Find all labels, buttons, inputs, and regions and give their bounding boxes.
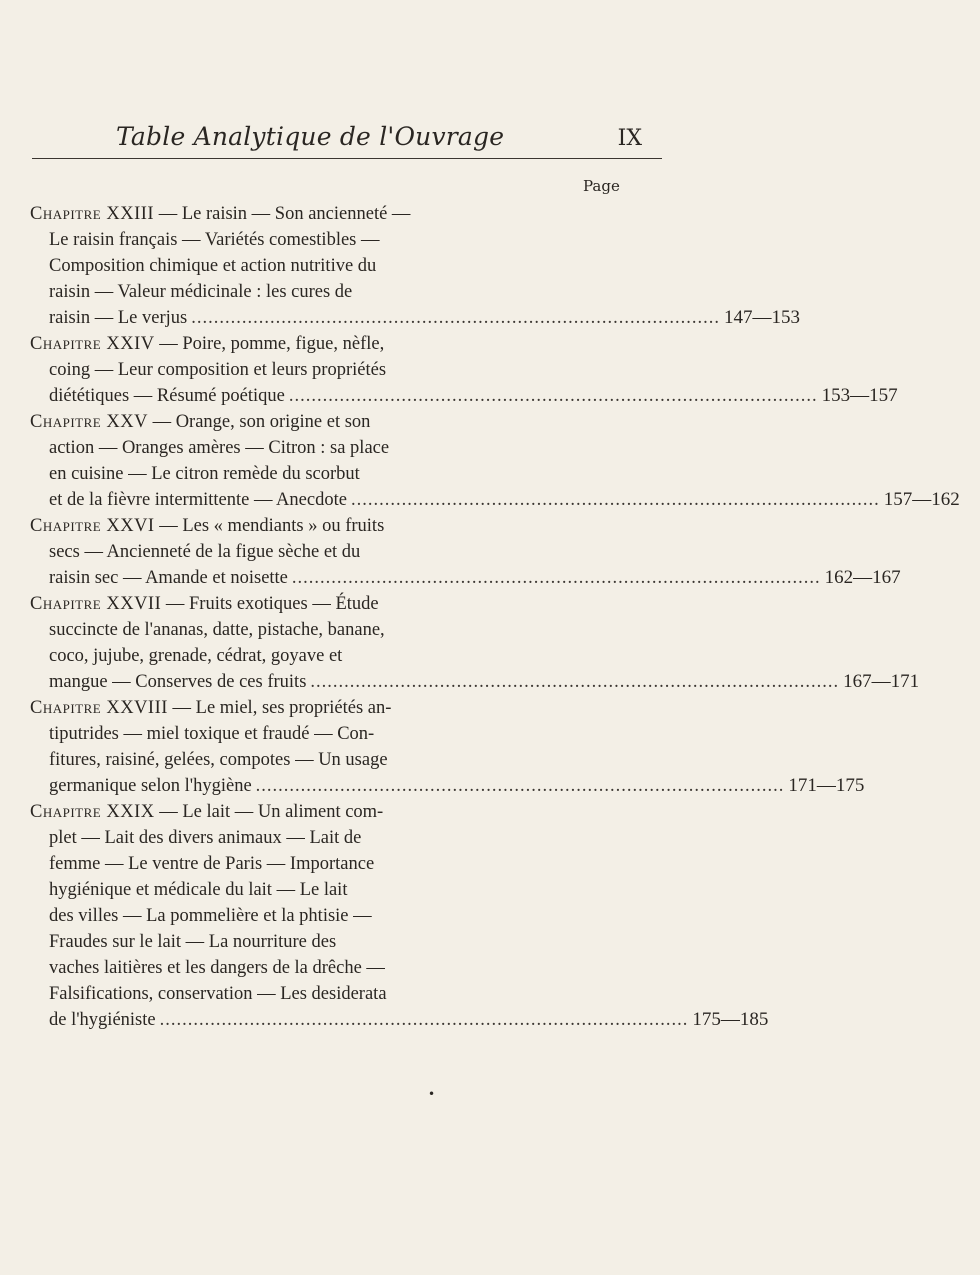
chapter-label: Chapitre XXVIII (30, 698, 168, 718)
page-range: 147—153 (723, 307, 800, 328)
dot-leader: .............................................................................................. (191, 308, 720, 328)
toc-entry (30, 591, 920, 695)
page-range: 157—162 (883, 489, 960, 510)
entry-line (30, 929, 670, 955)
entry-line (30, 825, 670, 851)
page-column-label: Page (583, 177, 620, 195)
entry-text: Fraudes sur le lait — La nourriture des (49, 932, 337, 952)
entry-text: — Le raisin — Son ancienneté — (154, 204, 411, 224)
page-range: 167—171 (843, 671, 920, 692)
dot-leader: .............................................................................................. (291, 568, 821, 588)
entry-line (30, 435, 670, 461)
entry-line (30, 1007, 769, 1033)
entry-text: — Les « mendiants » ou fruits (154, 516, 385, 536)
entry-text: germanique selon l'hygiène (49, 776, 252, 796)
entry-first-line (30, 591, 670, 617)
entry-line (30, 773, 865, 799)
entry-line (30, 851, 670, 877)
toc-entry (30, 799, 769, 1033)
entry-line (30, 357, 670, 383)
entry-text: — Orange, son origine et son (147, 412, 371, 432)
entry-line (30, 721, 670, 747)
entry-line (30, 565, 901, 591)
page-range: 175—185 (692, 1009, 769, 1030)
entry-text: plet — Lait des divers animaux — Lait de (49, 828, 362, 848)
entry-text: raisin — Le verjus (49, 308, 188, 328)
chapter-label: Chapitre XXVII (30, 594, 162, 614)
entry-text: action — Oranges amères — Citron : sa place (49, 438, 390, 458)
entry-text: Composition chimique et action nutritive du (49, 256, 377, 276)
toc-entry (30, 201, 800, 331)
entry-text: hygiénique et médicale du lait — Le lait (49, 880, 348, 900)
page-number: IX (617, 126, 642, 151)
entry-first-line (30, 695, 670, 721)
entry-line (30, 877, 670, 903)
entry-text: de l'hygiéniste (49, 1010, 156, 1030)
entry-text: — Fruits exotiques — Étude (161, 594, 379, 614)
entry-text: en cuisine — Le citron remède du scorbut (49, 464, 360, 484)
entry-first-line (30, 201, 670, 227)
entry-text: — Poire, pomme, figue, nèfle, (154, 334, 385, 354)
entry-text: raisin sec — Amande et noisette (49, 568, 288, 588)
dot-leader: .............................................................................................. (288, 386, 818, 406)
page-range: 162—167 (824, 567, 901, 588)
entry-line (30, 461, 670, 487)
toc-entry (30, 695, 865, 799)
entry-line (30, 227, 670, 253)
toc-entry (30, 513, 901, 591)
entry-line (30, 383, 898, 409)
dot-leader: .............................................................................................. (159, 1010, 689, 1030)
entry-first-line (30, 409, 670, 435)
chapter-label: Chapitre XXIV (30, 334, 155, 354)
entry-text: mangue — Conserves de ces fruits (49, 672, 307, 692)
bottom-mark: • (428, 1087, 436, 1101)
page-range: 153—157 (821, 385, 898, 406)
entry-text: vaches laitières et les dangers de la drêche — (49, 958, 385, 978)
entry-text: tiputrides — miel toxique et fraudé — Con- (49, 724, 375, 744)
entry-line (30, 643, 670, 669)
chapter-label: Chapitre XXIX (30, 802, 155, 822)
chapter-label: Chapitre XXIII (30, 204, 155, 224)
entry-text: et de la fièvre intermittente — Anecdote (49, 490, 347, 510)
entry-line (30, 617, 670, 643)
chapter-label: Chapitre XXV (30, 412, 148, 432)
entry-line (30, 669, 920, 695)
entry-text: femme — Le ventre de Paris — Importance (49, 854, 375, 874)
toc-entry (30, 409, 960, 513)
entry-text: secs — Ancienneté de la figue sèche et du (49, 542, 361, 562)
entry-line (30, 279, 670, 305)
entry-text: succincte de l'ananas, datte, pistache, banane, (49, 620, 385, 640)
header-rule (32, 158, 662, 159)
entry-text: coco, jujube, grenade, cédrat, goyave et (49, 646, 343, 666)
table-of-contents (30, 201, 960, 1033)
entry-first-line (30, 799, 670, 825)
entry-line (30, 539, 670, 565)
entry-line (30, 981, 670, 1007)
running-title: Table Analytique de l'Ouvrage (116, 122, 505, 151)
entry-line (30, 305, 800, 331)
entry-text: coing — Leur composition et leurs propriétés (49, 360, 387, 380)
dot-leader: .............................................................................................. (310, 672, 840, 692)
entry-text: diététiques — Résumé poétique (49, 386, 285, 406)
entry-line (30, 903, 670, 929)
page-header (100, 122, 660, 151)
page-range: 171—175 (788, 775, 865, 796)
entry-line (30, 955, 670, 981)
entry-first-line (30, 331, 670, 357)
toc-entry (30, 331, 898, 409)
entry-text: — Le miel, ses propriétés an- (167, 698, 392, 718)
entry-text: — Le lait — Un aliment com- (154, 802, 384, 822)
dot-leader: .............................................................................................. (255, 776, 785, 796)
chapter-label: Chapitre XXVI (30, 516, 155, 536)
entry-line (30, 253, 670, 279)
dot-leader: .............................................................................................. (350, 490, 880, 510)
entry-line (30, 747, 670, 773)
entry-text: des villes — La pommelière et la phtisie — (49, 906, 372, 926)
entry-text: Falsifications, conservation — Les desiderata (49, 984, 387, 1004)
entry-text: raisin — Valeur médicinale : les cures de (49, 282, 353, 302)
entry-line (30, 487, 960, 513)
entry-first-line (30, 513, 670, 539)
entry-text: fitures, raisiné, gelées, compotes — Un usage (49, 750, 388, 770)
entry-text: Le raisin français — Variétés comestibles — (49, 230, 380, 250)
